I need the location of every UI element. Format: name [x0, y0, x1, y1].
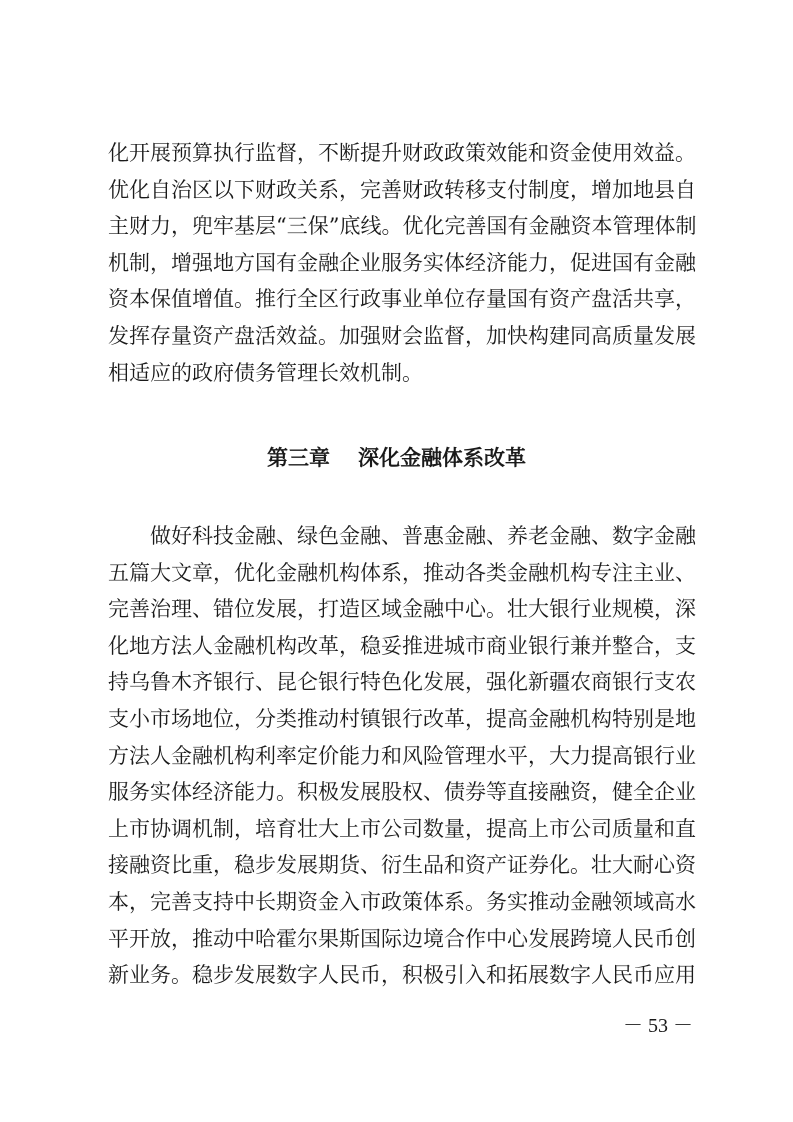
paragraph-line: 接融资比重，稳步发展期货、衍生品和资产证券化。壮大耐心资 [108, 853, 696, 878]
paragraph-fiscal-reform [108, 135, 697, 391]
paragraph-line: 平开放，推动中哈霍尔果斯国际边境合作中心发展跨境人民币创 [108, 926, 696, 951]
paragraph-line: 新业务。稳步发展数字人民币，积极引入和拓展数字人民币应用 [108, 963, 696, 988]
paragraph-line: 优化自治区以下财政关系，完善财政转移支付制度，增加地县自 [108, 177, 696, 202]
paragraph-line: 本，完善支持中长期资金入市政策体系。务实推动金融领域高水 [108, 889, 696, 914]
paragraph-finance-reform [108, 518, 696, 994]
paragraph-line: 上市协调机制，培育壮大上市公司数量，提高上市公司质量和直 [108, 816, 696, 841]
paragraph-line: 化地方法人金融机构改革，稳妥推进城市商业银行兼并整合，支 [108, 633, 696, 658]
chapter-title: 深化金融体系改革 [358, 446, 526, 470]
paragraph-line: 相适应的政府债务管理长效机制。 [108, 360, 423, 385]
paragraph-line: 资本保值增值。推行全区行政事业单位存量国有资产盘活共享， [108, 287, 696, 312]
paragraph-line: 做好科技金融、绿色金融、普惠金融、养老金融、数字金融 [108, 524, 696, 548]
paragraph-line: 主财力，兜牢基层“三保”底线。优化完善国有金融资本管理体制 [108, 214, 697, 239]
paragraph-line: 支小市场地位，分类推动村镇银行改革，提高金融机构特别是地 [108, 706, 696, 731]
paragraph-line: 方法人金融机构利率定价能力和风险管理水平，大力提高银行业 [108, 743, 696, 768]
chapter-heading [0, 440, 793, 476]
paragraph-line: 五篇大文章，优化金融机构体系，推动各类金融机构专注主业、 [108, 560, 696, 585]
page-number: － 53 － [623, 1015, 693, 1037]
paragraph-line: 持乌鲁木齐银行、昆仑银行特色化发展，强化新疆农商银行支农 [108, 670, 696, 695]
paragraph-line: 化开展预算执行监督，不断提升财政政策效能和资金使用效益。 [108, 141, 696, 165]
paragraph-line: 服务实体经济能力。积极发展股权、债券等直接融资，健全企业 [108, 780, 696, 805]
paragraph-line: 完善治理、错位发展，打造区域金融中心。壮大银行业规模，深 [108, 597, 696, 622]
chapter-number: 第三章 [267, 446, 330, 470]
paragraph-line: 发挥存量资产盘活效益。加强财会监督，加快构建同高质量发展 [108, 323, 696, 348]
paragraph-line: 机制，增强地方国有金融企业服务实体经济能力，促进国有金融 [108, 250, 696, 275]
